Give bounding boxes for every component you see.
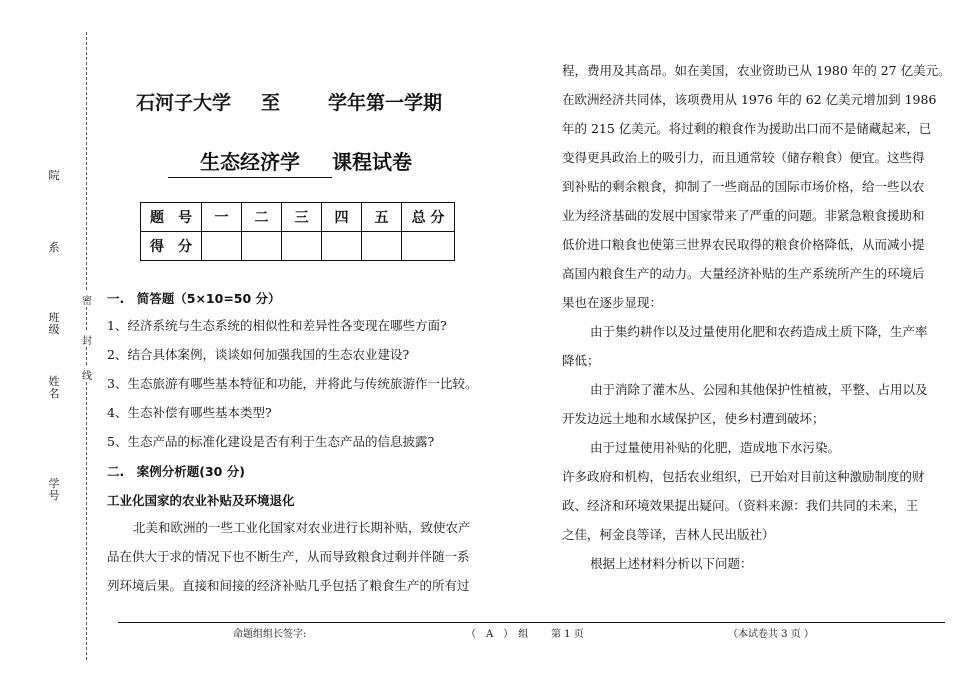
score-header-cell: 一 [202, 203, 242, 232]
year-to: 至 [261, 92, 281, 114]
question-2: 2、结合具体案例，谈谈如何加强我国的生态农业建设? [107, 347, 410, 362]
case-line: 降低； [562, 353, 600, 368]
case-line: 许多政府和机构，包括农业组织，已开始对目前这种激励制度的财 [562, 469, 925, 484]
score-header-cell: 三 [282, 203, 322, 232]
case-line: 由于消除了灌木丛、公园和其他保护性植被，平整、占用以及 [590, 382, 928, 397]
case-line: 业为经济基础的发展中国家带来了严重的问题。非紧急粮食援助和 [562, 208, 925, 223]
score-header-cell: 五 [362, 203, 402, 232]
case-line: 低价进口粮食也使第三世界农民取得的粮食价格降低，从而减小提 [562, 237, 925, 252]
case-line: 根据上述材料分析以下问题： [590, 556, 753, 571]
score-cell[interactable] [322, 232, 362, 261]
question-1: 1、经济系统与生态系统的相似性和差异性各变现在哪些方面? [107, 318, 447, 333]
footer-signature: 命题组组长签字: [233, 629, 307, 640]
exam-title [136, 88, 442, 115]
score-cell[interactable] [402, 232, 455, 261]
footer-group: （ A ） 组 [466, 629, 529, 640]
case-line: 高国内粮食生产的动力。大量经济补贴的生产系统所产生的环境后 [562, 266, 925, 281]
case-line: 到补贴的剩余粮食，抑制了一些商品的国际市场价格，给一些以农 [562, 179, 925, 194]
binding-label-class: 班级 [48, 311, 60, 336]
seal-char-xian: 线 [82, 367, 92, 382]
case-title: 工业化国家的农业补贴及环境退化 [107, 493, 295, 508]
case-line: 年的 215 亿美元。将过剩的粮食作为援助出口而不是储藏起来，已 [562, 121, 932, 136]
university-name: 石河子大学 [136, 92, 232, 114]
section1-title: 一. 简答题（5×10=50 分） [107, 291, 281, 306]
case-line: 果也在逐步显现： [562, 295, 663, 310]
score-header-cell: 题 号 [141, 203, 202, 232]
score-cell[interactable] [202, 232, 242, 261]
case-line: 由于集约耕作以及过量使用化肥和农药造成土质下降，生产率 [590, 324, 928, 339]
case-line: 由于过量使用补贴的化肥，造成地下水污染。 [590, 440, 841, 455]
score-cell[interactable] [362, 232, 402, 261]
case-paragraph-right [562, 56, 951, 578]
case-line: 列环境后果。直接和间接的经济补贴几乎包括了粮食生产的所有过 [107, 578, 470, 593]
case-line: 品在供大于求的情况下也不断生产，从而导致粮食过剩并伴随一系 [107, 549, 470, 564]
term-label: 学年第一学期 [328, 92, 443, 114]
score-table-score-row [141, 232, 455, 261]
case-line: 北美和欧洲的一些工业化国家对农业进行长期补贴，致使农产 [133, 520, 471, 535]
seal-char-mi: 密 [82, 292, 92, 307]
seal-char-feng: 封 [82, 332, 92, 347]
score-header-cell: 总 分 [402, 203, 455, 232]
question-3: 3、生态旅游有哪些基本特征和功能，并将此与传统旅游作一比较。 [107, 376, 478, 391]
course-title [168, 146, 412, 178]
binding-label-college: 院 [48, 169, 60, 182]
case-paragraph-left [107, 513, 471, 600]
binding-label-name: 姓名 [48, 375, 60, 400]
course-name: 生态经济学 [168, 146, 332, 178]
score-header-cell: 四 [322, 203, 362, 232]
score-cell[interactable] [282, 232, 322, 261]
case-line: 变得更具政治上的吸引力，而且通常较（储存粮食）便宜。这些得 [562, 150, 925, 165]
case-line: 政、经济和环境效果提出疑问。（资料来源：我们共同的未来，王 [562, 498, 919, 513]
score-table-header-row [141, 203, 455, 232]
footer-rule [118, 622, 945, 623]
binding-label-student-id: 学号 [48, 477, 60, 502]
footer-total-pages: （本试卷共 3 页 ） [728, 629, 814, 640]
case-line: 之佳，柯金良等译，吉林人民出版社） [562, 527, 775, 542]
question-5: 5、生态产品的标准化建设是否有利于生态产品的信息披露? [107, 434, 435, 449]
binding-label-department: 系 [48, 241, 60, 254]
case-line: 程，费用及其高昂。如在美国，农业资助已从 1980 年的 27 亿美元。 [562, 63, 951, 78]
score-header-cell: 二 [242, 203, 282, 232]
exam-label: 课程试卷 [332, 150, 412, 174]
question-4: 4、生态补偿有哪些基本类型? [107, 405, 272, 420]
section2-title: 二. 案例分析题(30 分) [107, 464, 245, 479]
score-cell[interactable] [242, 232, 282, 261]
score-row-label: 得 分 [141, 232, 202, 261]
case-line: 在欧洲经济共同体，该项费用从 1976 年的 62 亿美元增加到 1986 [562, 92, 937, 107]
footer-page-number: 第 1 页 [551, 629, 584, 640]
score-table [140, 202, 455, 261]
case-line: 开发边远土地和水域保护区，使乡村遭到破坏； [562, 411, 825, 426]
